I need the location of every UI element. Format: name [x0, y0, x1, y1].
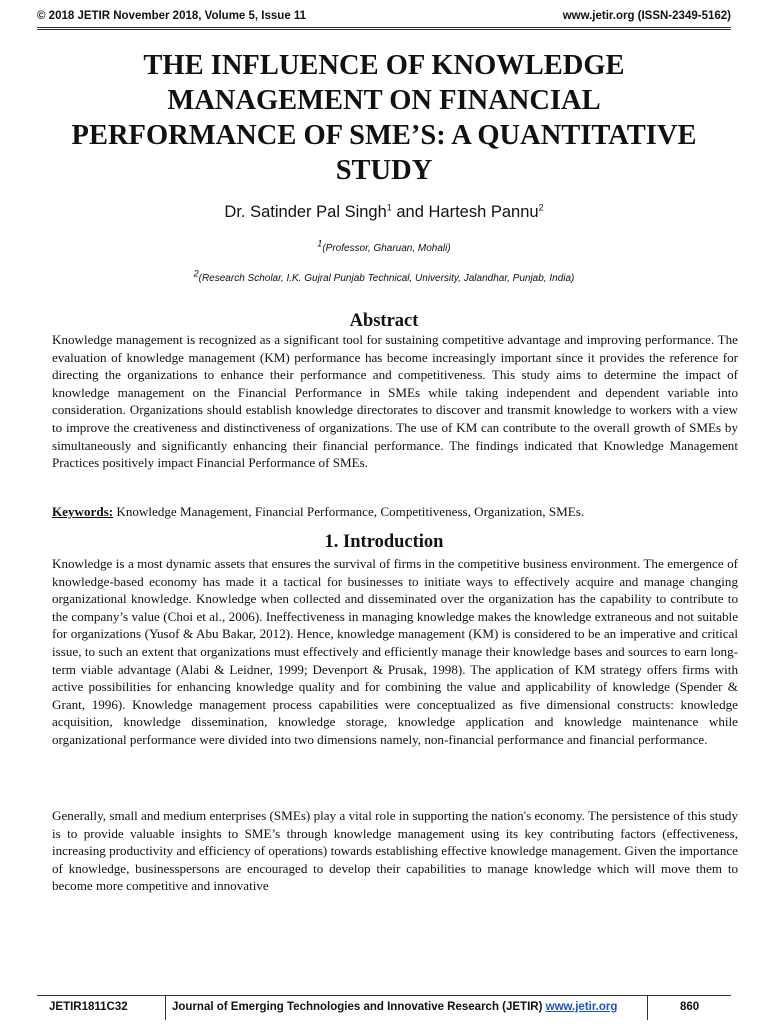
keywords-text: Knowledge Management, Financial Performance, Competitiveness, Organization, SMEs.: [113, 504, 585, 519]
footer-page-number: 860: [647, 996, 699, 1020]
affiliation-1-text: (Professor, Gharuan, Mohali): [322, 243, 451, 254]
footer-paper-id: JETIR1811C32: [49, 1001, 128, 1013]
page-header: [37, 6, 731, 26]
page-footer: [37, 995, 731, 1024]
author-2: Hartesh Pannu: [428, 203, 539, 221]
author-2-superscript: 2: [538, 202, 544, 213]
header-left-citation: © 2018 JETIR November 2018, Volume 5, Issue 11: [37, 10, 307, 22]
affiliation-1: [0, 238, 768, 254]
footer-website-link[interactable]: www.jetir.org: [545, 1001, 618, 1013]
author-line: [0, 203, 768, 222]
author-connector: and: [391, 203, 429, 221]
header-right-website: www.jetir.org (ISSN-2349-5162): [562, 10, 731, 22]
abstract-heading: Abstract: [349, 311, 419, 331]
affiliation-1-superscript: 1: [317, 238, 323, 249]
footer-journal: [165, 996, 617, 1020]
footer-journal-name: Journal of Emerging Technologies and Innovative Research (JETIR): [172, 1001, 546, 1013]
author-1-superscript: 1: [386, 202, 392, 213]
introduction-heading: 1. Introduction: [324, 532, 444, 552]
introduction-paragraph-1: Knowledge is a most dynamic assets that ensures the survival of firms in the competitive business environment. The emergence of knowledge-based economy has made it a tactical for businesses to initiate ways to effectively acquire and manage changing organizational knowledge. Knowledge when collected and disseminated over the organization has the capability to contribute to the company’s value (Choi et al., 2006). Ineffectiveness in managing knowledge makes the knowledge extraneous and not suitable for organizations (Yusof & Abu Bakar, 2012). Hence, knowledge management (KM) is considered to be an imperative and critical issue, to such an extent that organizations must effectively and efficiently manage their knowledge bases and sources to earn long-term viable advantage (Alabi & Leidner, 1999; Devenport & Prusak, 1998). The application of KM strategy offers firms with active possibilities for enhancing knowledge quality and for combining the value and applicability of knowledge (Spender & Grant, 1996). Knowledge management process capabilities were conceptualized as five dimensional constructs: knowledge acquisition, knowledge dissemination, knowledge storage, knowledge application and knowledge maintenance while organizational performance were divided into two dimensions namely, non-financial performance and financial performance.: [52, 556, 738, 747]
paper-title: THE INFLUENCE OF KNOWLEDGE MANAGEMENT ON FINANCIAL PERFORMANCE OF SME’S: A QUANTITATIVE STUDY: [71, 50, 697, 186]
keywords-line: [52, 503, 738, 521]
affiliation-2-superscript: 2: [193, 268, 199, 279]
keywords-label: Keywords:: [52, 504, 114, 519]
abstract-text: Knowledge management is recognized as a significant tool for sustaining competitive advantage and improving performance. The evaluation of knowledge management (KM) performance has become increasingly important since it provides the reference for directing the organizations to enhance their performance and competitiveness. This study aims to determine the impact of knowledge management on the Financial Performance in SMEs while taking independent and dependent variable into consideration. Organizations should establish knowledge directorates to discover and transmit knowledge to workers with a view to improve the creativeness and distinctiveness of organizations. The use of KM can contribute to the overall growth of SMEs by simultaneously and significantly enhancing their financial performance. The findings indicated that Knowledge Management Practices positively impact Financial Performance of SMEs.: [52, 332, 738, 471]
affiliation-2: [0, 268, 768, 284]
author-1: Dr. Satinder Pal Singh: [224, 203, 387, 221]
introduction-paragraph-2: Generally, small and medium enterprises (SMEs) play a vital role in supporting the nation's economy. The persistence of this study is to provide valuable insights to SME’s through knowledge management using its key contributing factors (effectiveness, increasing productivity and efficiency of operations) towards establishing effective knowledge management. Given the importance of knowledge, businesspersons are encouraged to develop their capabilities to manage knowledge which will move them to become more competitive and innovative: [52, 808, 738, 894]
header-rule: [37, 27, 731, 30]
affiliation-2-text: (Research Scholar, I.K. Gujral Punjab Technical, University, Jalandhar, Punjab, India): [198, 273, 575, 284]
